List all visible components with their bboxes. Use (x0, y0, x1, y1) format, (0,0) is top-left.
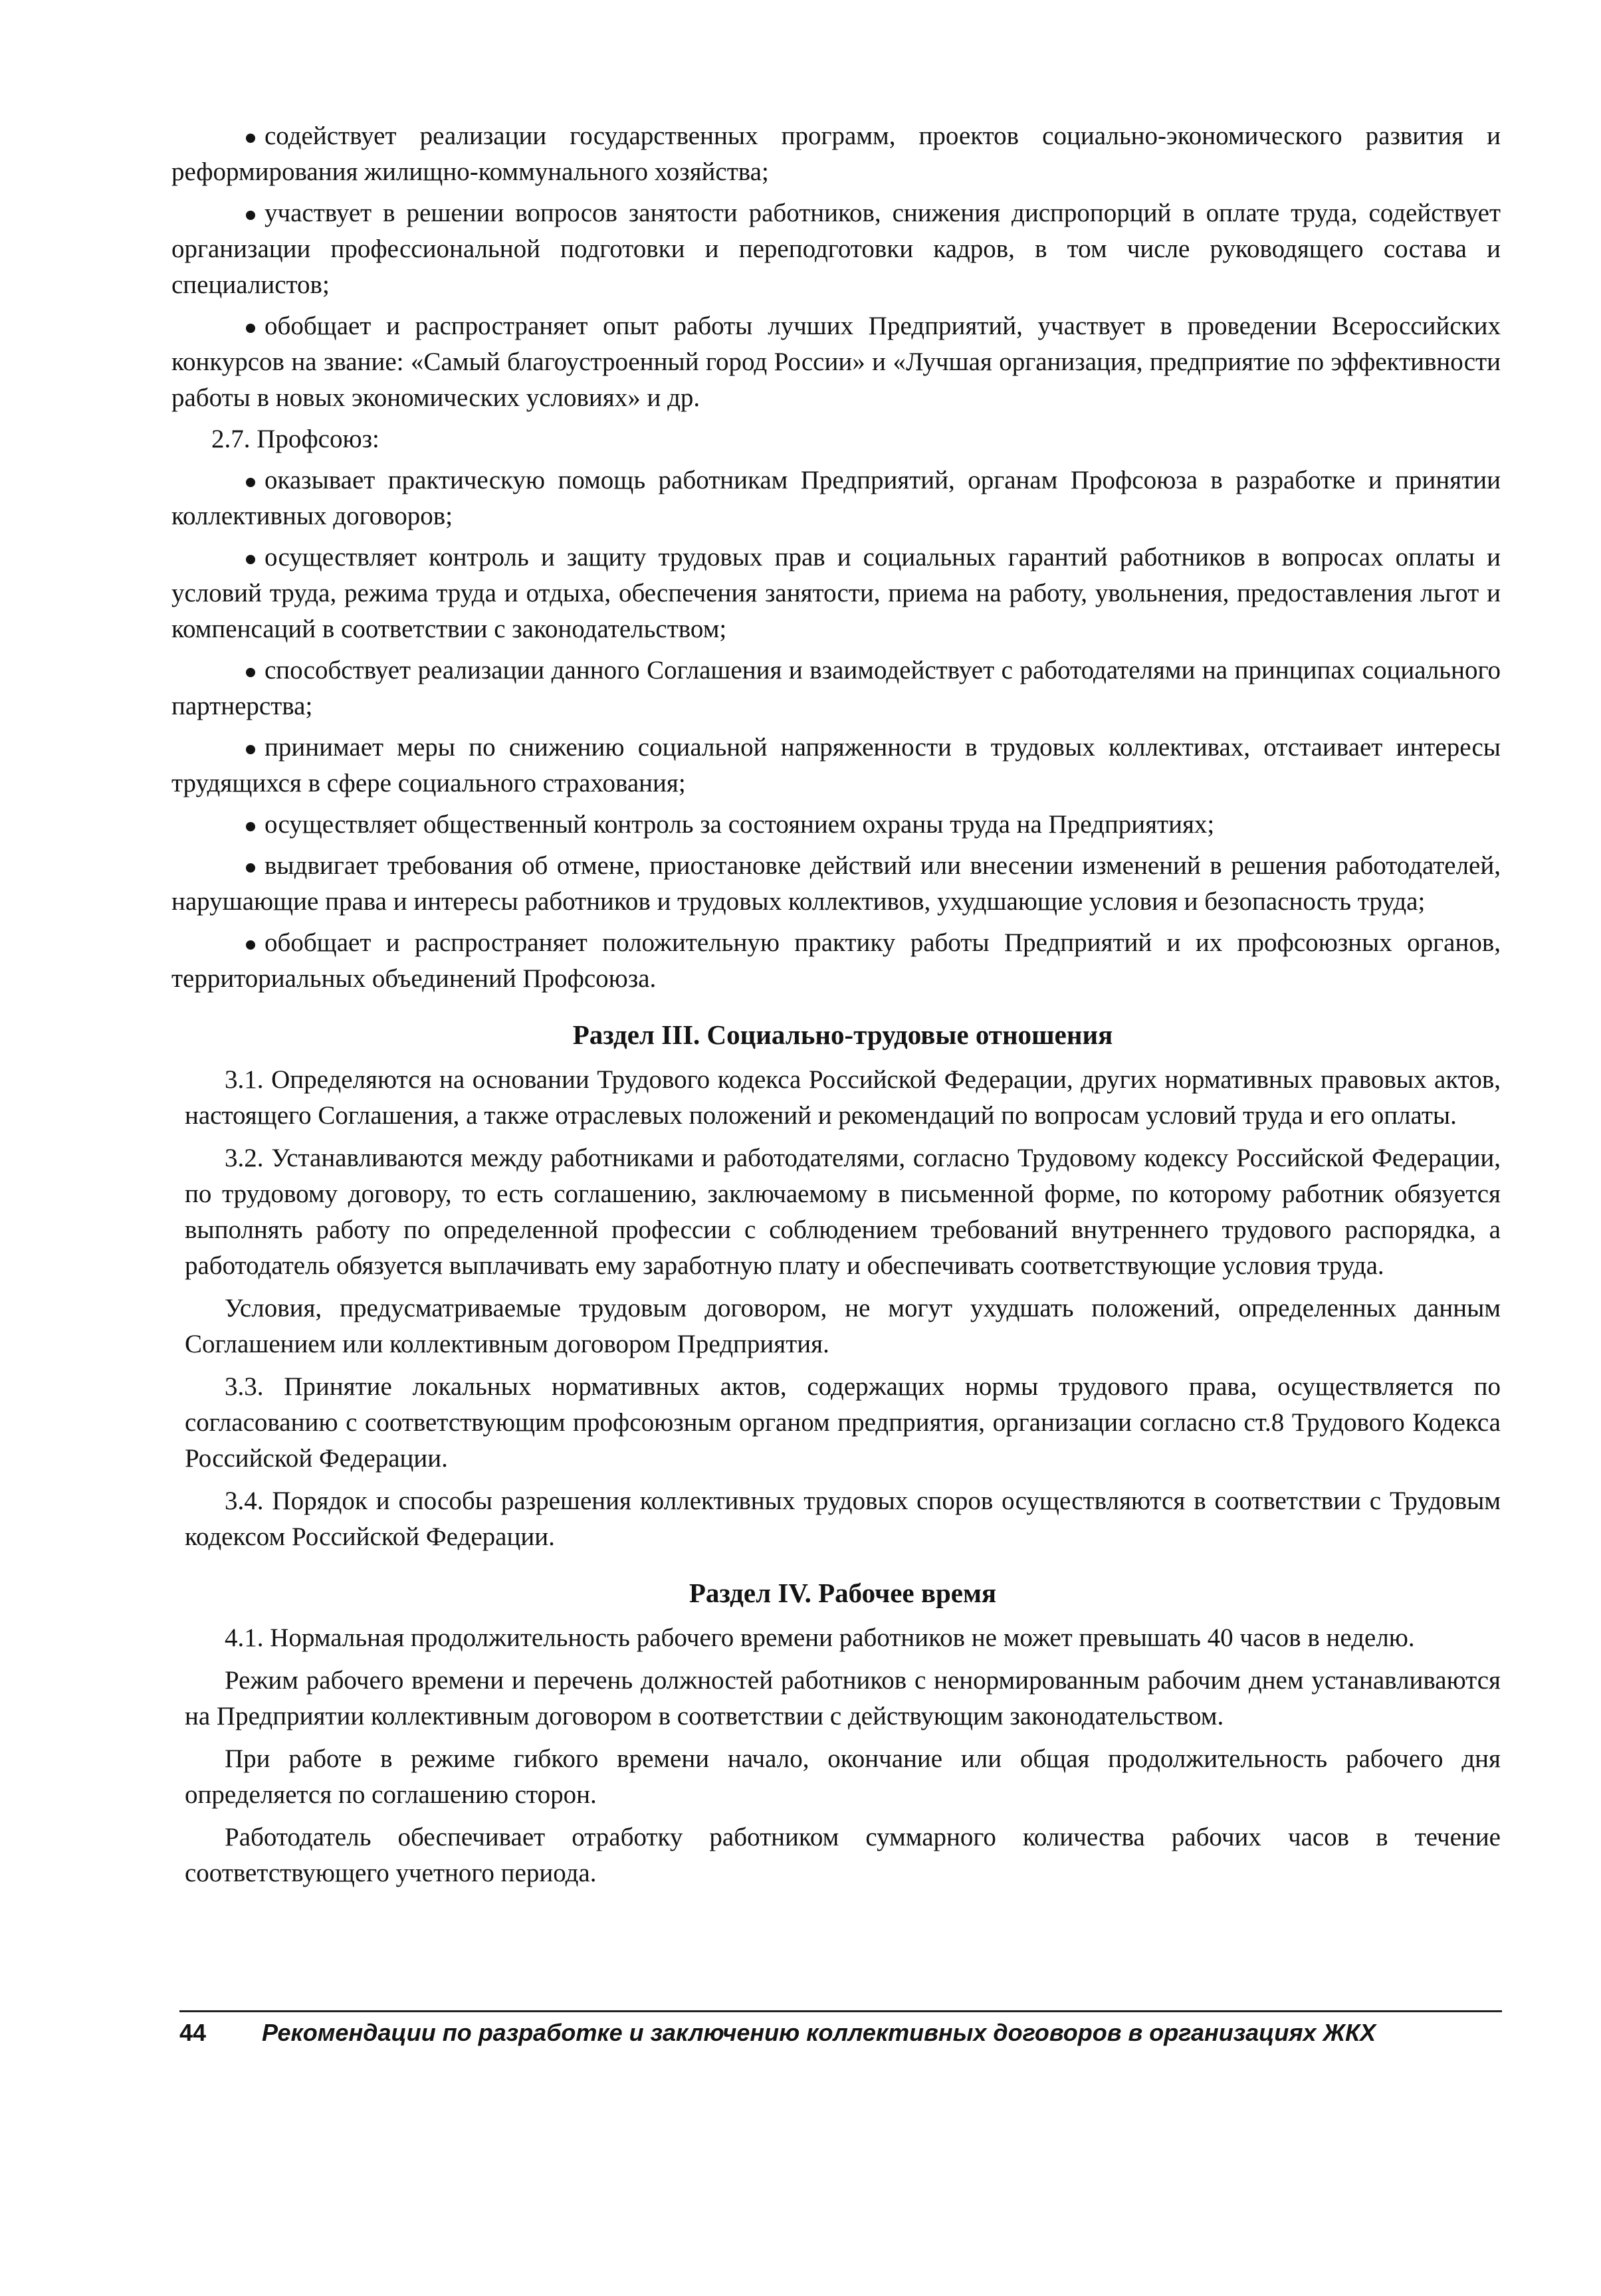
paragraph: При работе в режиме гибкого времени начало, окончание или общая продолжительность рабочего дня определяется по соглашению сторон. (185, 1744, 1501, 1809)
section3 (185, 1017, 1501, 1555)
paragraph: Режим рабочего времени и перечень должностей работников с ненормированным рабочим днем устанавливаются на Предприятии коллективным договором в соответствии с действующим законодательством. (185, 1666, 1501, 1730)
bullet-icon (246, 822, 255, 831)
bullet-icon (246, 211, 255, 220)
paragraph: Работодатель обеспечивает отработку работником суммарного количества рабочих часов в течение соответствующего учетного периода. (185, 1823, 1501, 1887)
list-item: выдвигает требования об отмене, приостановке действий или внесении изменений в решения работодателей, нарушающие права и интересы работников и трудовых коллективов, ухудшающие условия и безопасность труда; (171, 851, 1501, 916)
paragraph: 3.3. Принятие локальных нормативных актов, содержащих нормы трудового права, осуществляется по согласованию с соответствующим профсоюзным органом предприятия, организации согласно ст.8 Трудового Кодекса Российской Федерации. (185, 1372, 1501, 1473)
footer-row (179, 2019, 1502, 2047)
list-item: осуществляет общественный контроль за состоянием охраны труда на Предприятиях; (171, 807, 1501, 843)
list-item: содействует реализации государственных программ, проектов социально-экономического развития и реформирования жилищно-коммунального хозяйства; (171, 122, 1501, 186)
page-number: 44 (179, 2019, 207, 2046)
paragraph: Условия, предусматриваемые трудовым договором, не могут ухудшать положений, определенных данным Соглашением или коллективным договором Предприятия. (185, 1294, 1501, 1358)
bullet-icon (246, 478, 255, 487)
list-item: обобщает и распространяет положительную практику работы Предприятий и их профсоюзных органов, территориальных объединений Профсоюза. (171, 928, 1501, 993)
list-item: осуществляет контроль и защиту трудовых прав и социальных гарантий работников в вопросах оплаты и условий труда, режима труда и отдыха, обеспечения занятости, приема на работу, увольнения, предоставления льгот и компенсаций в соответствии с законодательством; (171, 543, 1501, 643)
bullet-icon (246, 668, 255, 677)
bullet-icon (246, 134, 255, 143)
section3-heading: Раздел III. Социально-трудовые отношения (572, 1019, 1113, 1050)
footer-divider (179, 2010, 1502, 2012)
paragraph: 3.2. Устанавливаются между работниками и работодателями, согласно Трудовому кодексу Российской Федерации, по трудовому договору, то есть соглашению, заключаемому в письменной форме, по которому работник обязуется выполнять работу по определенной профессии с соблюдением требований внутреннего трудового распорядка, а работодатель обязуется выплачивать ему заработную плату и обеспечивать соответствующие условия труда. (185, 1144, 1501, 1280)
bullet-icon (246, 863, 255, 873)
list-item: обобщает и распространяет опыт работы лучших Предприятий, участвует в проведении Всероссийских конкурсов на звание: «Самый благоустроенный город России» и «Лучшая организация, предприятие по эффективности работы в новых экономических условиях» и др. (171, 312, 1501, 412)
list-item: принимает меры по снижению социальной напряженности в трудовых коллективах, отстаивает интересы трудящихся в сфере социального страхования; (171, 733, 1501, 797)
paragraph: 3.4. Порядок и способы разрешения коллективных трудовых споров осуществляются в соответствии с Трудовым кодексом Российской Федерации. (185, 1487, 1501, 1551)
section4-heading: Раздел IV. Рабочее время (689, 1578, 997, 1608)
bullet-icon (246, 745, 255, 754)
list-item: оказывает практическую помощь работникам Предприятий, органам Профсоюза в разработке и принятии коллективных договоров; (171, 466, 1501, 530)
bullet-icon (246, 555, 255, 564)
running-title: Рекомендации по разработке и заключению коллективных договоров в организациях ЖКХ (262, 2019, 1376, 2046)
section4 (185, 1575, 1501, 1891)
paragraph: 3.1. Определяются на основании Трудового кодекса Российской Федерации, других нормативных правовых актов, настоящего Соглашения, а также отраслевых положений и рекомендаций по вопросам условий труда и его оплаты. (185, 1065, 1501, 1130)
list-item: участвует в решении вопросов занятости работников, снижения диспропорций в оплате труда, содействует организации профессиональной подготовки и переподготовки кадров, в том числе руководящего состава и специалистов; (171, 199, 1501, 299)
bullet-icon (246, 940, 255, 950)
section2-continuation (171, 118, 1501, 997)
list-item: способствует реализации данного Соглашения и взаимодействует с работодателями на принципах социального партнерства; (171, 656, 1501, 720)
page-footer (179, 2010, 1502, 2047)
bullet-icon (246, 324, 255, 333)
paragraph: 4.1. Нормальная продолжительность рабочего времени работников не может превышать 40 часов в неделю. (225, 1623, 1415, 1652)
document-page (171, 118, 1501, 1898)
clause-2-7-title: 2.7. Профсоюз: (211, 425, 379, 453)
